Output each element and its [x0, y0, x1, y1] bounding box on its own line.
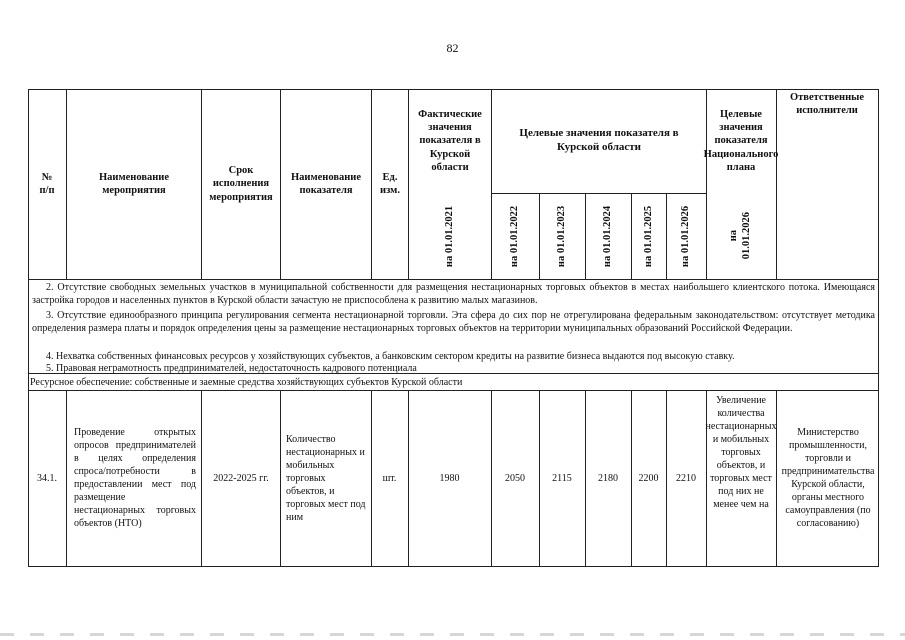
date-header-2025: на 01.01.2025 — [643, 205, 654, 267]
row-responsible: Министерство промышленности, торговли и предпринимательства Курской области, органы местного самоуправления (по согласованию) — [781, 427, 875, 529]
row-deadline: 2022-2025 гг. — [213, 472, 269, 484]
header-actual-values: Фактические значения показателя в Курской области — [418, 109, 482, 173]
row-target-2025: 2200 — [638, 472, 659, 484]
row-target-2024: 2180 — [598, 472, 618, 484]
header-target-national: Целевые значения показателя Национального плана — [703, 109, 779, 173]
header-deadline: Срок исполнения мероприятия — [209, 165, 273, 203]
scan-artifact — [0, 633, 905, 636]
header-unit: Ед. изм. — [380, 171, 400, 196]
row-indicator: Количество нестационарных и мобильных торговых объектов, и торговых мест под ним — [286, 433, 366, 523]
row-target-2022: 2050 — [505, 472, 525, 484]
header-target-values: Целевые значения показателя в Курской области — [519, 127, 679, 153]
row-national: Увеличение количества нестационарных и мобильных торговых объектов, и торговых мест под них не менее чем на — [705, 395, 777, 510]
date-header-national-2026: на 01.01.2026 — [728, 212, 752, 260]
page-number: 82 — [446, 41, 459, 55]
date-header-2023: на 01.01.2023 — [556, 205, 568, 267]
row-target-2026: 2210 — [676, 472, 696, 484]
header-indicator-name: Наименование показателя — [291, 171, 361, 196]
header-responsible: Ответственные исполнители — [789, 92, 865, 117]
row-unit: шт. — [382, 472, 397, 484]
header-num: № п/п — [39, 171, 55, 196]
note-3: 3. Отсутствие единообразного принципа регулирования сегмента нестационарной торговли. Эта сфера до сих пор не отрегулирована федеральным законодательством: отсутствует методика определения размера платы и порядок определения цены за размещение нестационарных торговых объектов на территории муниципальных образований Российской Федерации. — [32, 310, 875, 334]
resource-line: Ресурсное обеспечение: собственные и заемные средства хозяйствующих субъектов Курской области — [30, 377, 463, 388]
date-header-2021: на 01.01.2021 — [444, 205, 455, 267]
note-4: 4. Нехватка собственных финансовых ресурсов у хозяйствующих субъектов, а банковским сектором кредиты на развитие бизнеса выдаются под высокую ставку. — [46, 351, 735, 362]
row-target-2023: 2115 — [552, 472, 572, 484]
row-actual: 1980 — [439, 472, 460, 484]
note-5: 5. Правовая неграмотность предпринимателей, недостаточность кадрового потенциала — [46, 363, 417, 374]
header-event-name: Наименование мероприятия — [99, 171, 169, 196]
row-num: 34.1. — [37, 472, 57, 484]
row-event: Проведение открытых опросов предпринимателей в целях определения спроса/потребности в предоставлении мест под размещение нестационарных торговых объектов (НТО) — [74, 427, 196, 529]
date-header-2026: на 01.01.2026 — [680, 205, 692, 267]
date-header-2022: на 01.01.2022 — [509, 205, 521, 267]
note-2: 2. Отсутствие свободных земельных участков в муниципальной собственности для размещения нестационарных торговых объектов в местах наибольшего клиентского потока. Имеющаяся застройка городов и населенных пунктов в Курской области зачастую не приспособлена к развитию малых магазинов. — [32, 282, 875, 306]
date-header-2024: на 01.01.2024 — [602, 205, 614, 267]
